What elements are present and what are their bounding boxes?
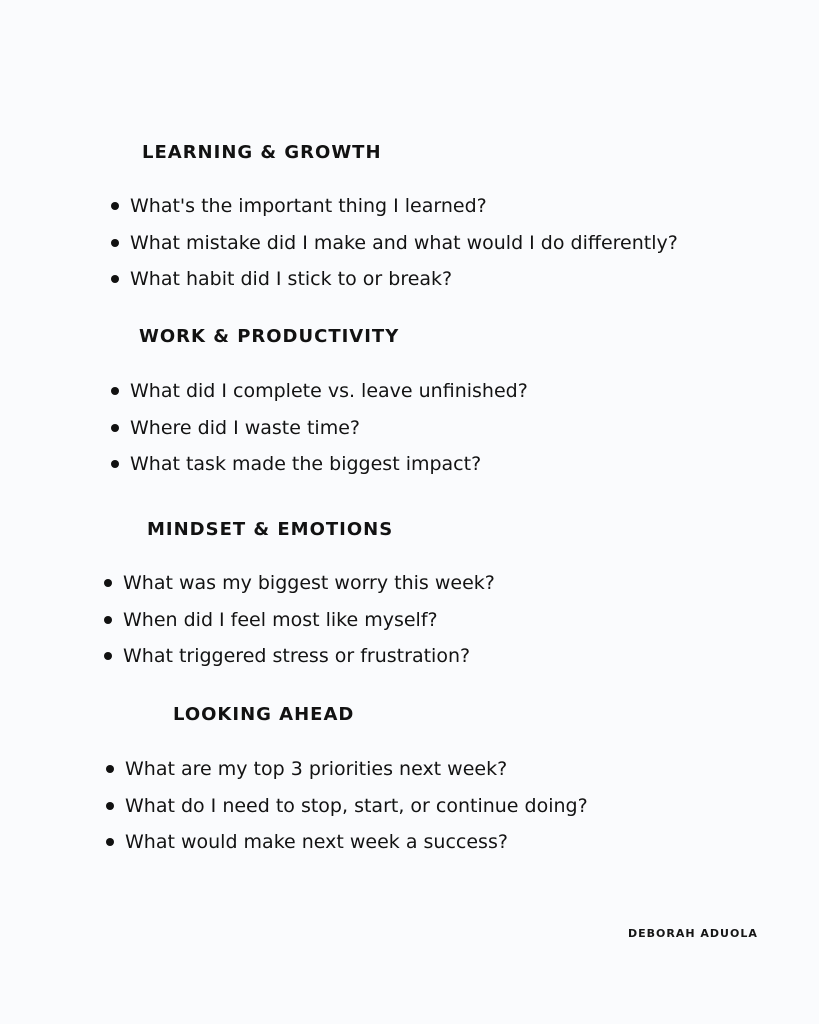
section-title-looking-ahead: LOOKING AHEAD <box>173 704 355 725</box>
list-item: What are my top 3 priorities next week? <box>125 757 588 794</box>
section-title-learning-growth: LEARNING & GROWTH <box>142 142 382 163</box>
list-item: What was my biggest worry this week? <box>123 571 495 608</box>
section-title-mindset-emotions: MINDSET & EMOTIONS <box>147 519 394 540</box>
list-item: What triggered stress or frustration? <box>123 644 495 681</box>
list-item: Where did I waste time? <box>130 416 528 453</box>
mindset-emotions-question-list <box>123 571 495 681</box>
section-title-work-productivity: WORK & PRODUCTIVITY <box>139 326 400 347</box>
list-item: What task made the biggest impact? <box>130 452 528 489</box>
work-productivity-question-list <box>130 379 528 489</box>
list-item: What would make next week a success? <box>125 830 588 867</box>
list-item: When did I feel most like myself? <box>123 608 495 645</box>
looking-ahead-question-list <box>125 757 588 867</box>
list-item: What do I need to stop, start, or continue doing? <box>125 794 588 831</box>
author-signature: DEBORAH ADUOLA <box>628 927 758 940</box>
learning-growth-question-list <box>130 194 678 304</box>
list-item: What mistake did I make and what would I do differently? <box>130 231 678 268</box>
list-item: What's the important thing I learned? <box>130 194 678 231</box>
list-item: What did I complete vs. leave unfinished? <box>130 379 528 416</box>
list-item: What habit did I stick to or break? <box>130 267 678 304</box>
